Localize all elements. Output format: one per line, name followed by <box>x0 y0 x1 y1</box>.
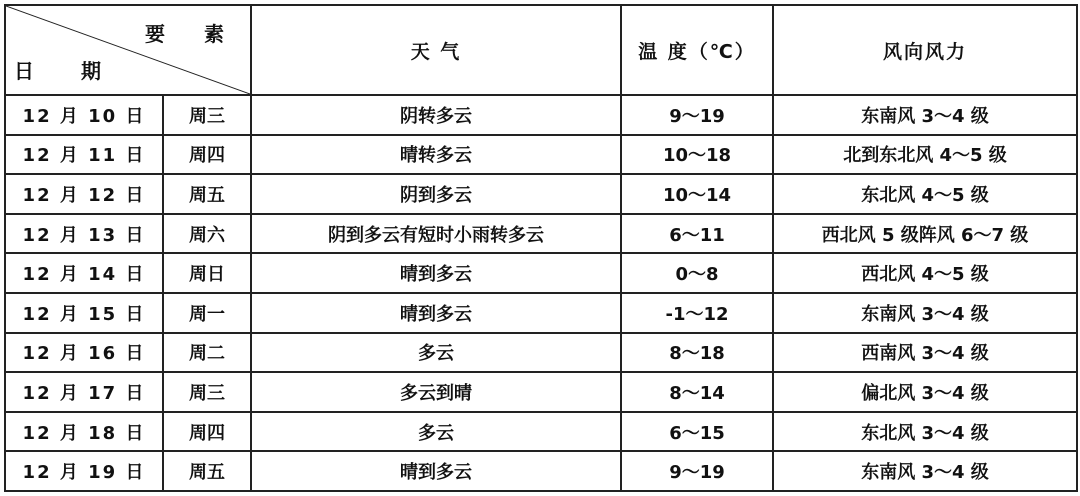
weekday-cell: 周四 <box>163 135 251 175</box>
table-row <box>5 95 1077 135</box>
weekday-cell: 周六 <box>163 214 251 254</box>
corner-header-cell <box>5 5 251 95</box>
weekday-cell: 周五 <box>163 174 251 214</box>
table-row <box>5 214 1077 254</box>
date-cell: 12 月 15 日 <box>5 293 163 333</box>
wind-cell: 东南风 3～4 级 <box>773 293 1077 333</box>
table-row <box>5 135 1077 175</box>
date-cell: 12 月 13 日 <box>5 214 163 254</box>
weather-cell: 晴到多云 <box>251 293 621 333</box>
weather-cell: 晴到多云 <box>251 253 621 293</box>
column-header-temperature: 温 度（℃） <box>621 5 773 95</box>
column-header-wind: 风向风力 <box>773 5 1077 95</box>
temperature-cell: 9～19 <box>621 95 773 135</box>
column-header-weather: 天 气 <box>251 5 621 95</box>
date-cell: 12 月 18 日 <box>5 412 163 452</box>
weather-cell: 阴到多云 <box>251 174 621 214</box>
weather-cell: 多云到晴 <box>251 372 621 412</box>
temperature-cell: 9～19 <box>621 451 773 491</box>
corner-label-date: 日 期 <box>14 59 121 83</box>
wind-cell: 东南风 3～4 级 <box>773 451 1077 491</box>
temperature-cell: 10～14 <box>621 174 773 214</box>
date-cell: 12 月 10 日 <box>5 95 163 135</box>
weather-forecast-table <box>4 4 1078 492</box>
weekday-cell: 周三 <box>163 95 251 135</box>
wind-cell: 西北风 5 级阵风 6～7 级 <box>773 214 1077 254</box>
date-cell: 12 月 16 日 <box>5 333 163 373</box>
weather-cell: 晴转多云 <box>251 135 621 175</box>
weekday-cell: 周二 <box>163 333 251 373</box>
wind-cell: 东北风 4～5 级 <box>773 174 1077 214</box>
table-row <box>5 174 1077 214</box>
corner-label-elements: 要 素 <box>145 22 240 46</box>
header-row <box>5 5 1077 95</box>
temperature-cell: 10～18 <box>621 135 773 175</box>
temperature-cell: 8～14 <box>621 372 773 412</box>
date-cell: 12 月 11 日 <box>5 135 163 175</box>
wind-cell: 东南风 3～4 级 <box>773 95 1077 135</box>
wind-cell: 东北风 3～4 级 <box>773 412 1077 452</box>
table-row <box>5 253 1077 293</box>
weekday-cell: 周一 <box>163 293 251 333</box>
weather-cell: 晴到多云 <box>251 451 621 491</box>
temperature-cell: 6～15 <box>621 412 773 452</box>
weekday-cell: 周三 <box>163 372 251 412</box>
weekday-cell: 周五 <box>163 451 251 491</box>
table-row <box>5 451 1077 491</box>
temperature-cell: -1～12 <box>621 293 773 333</box>
wind-cell: 西北风 4～5 级 <box>773 253 1077 293</box>
table-row <box>5 293 1077 333</box>
table-row <box>5 372 1077 412</box>
weather-cell: 阴转多云 <box>251 95 621 135</box>
weekday-cell: 周四 <box>163 412 251 452</box>
table-row <box>5 333 1077 373</box>
temperature-cell: 8～18 <box>621 333 773 373</box>
table-row <box>5 412 1077 452</box>
weather-cell: 阴到多云有短时小雨转多云 <box>251 214 621 254</box>
wind-cell: 偏北风 3～4 级 <box>773 372 1077 412</box>
temperature-cell: 0～8 <box>621 253 773 293</box>
date-cell: 12 月 14 日 <box>5 253 163 293</box>
date-cell: 12 月 17 日 <box>5 372 163 412</box>
wind-cell: 北到东北风 4～5 级 <box>773 135 1077 175</box>
temperature-cell: 6～11 <box>621 214 773 254</box>
date-cell: 12 月 12 日 <box>5 174 163 214</box>
weather-cell: 多云 <box>251 333 621 373</box>
date-cell: 12 月 19 日 <box>5 451 163 491</box>
weekday-cell: 周日 <box>163 253 251 293</box>
weather-cell: 多云 <box>251 412 621 452</box>
wind-cell: 西南风 3～4 级 <box>773 333 1077 373</box>
